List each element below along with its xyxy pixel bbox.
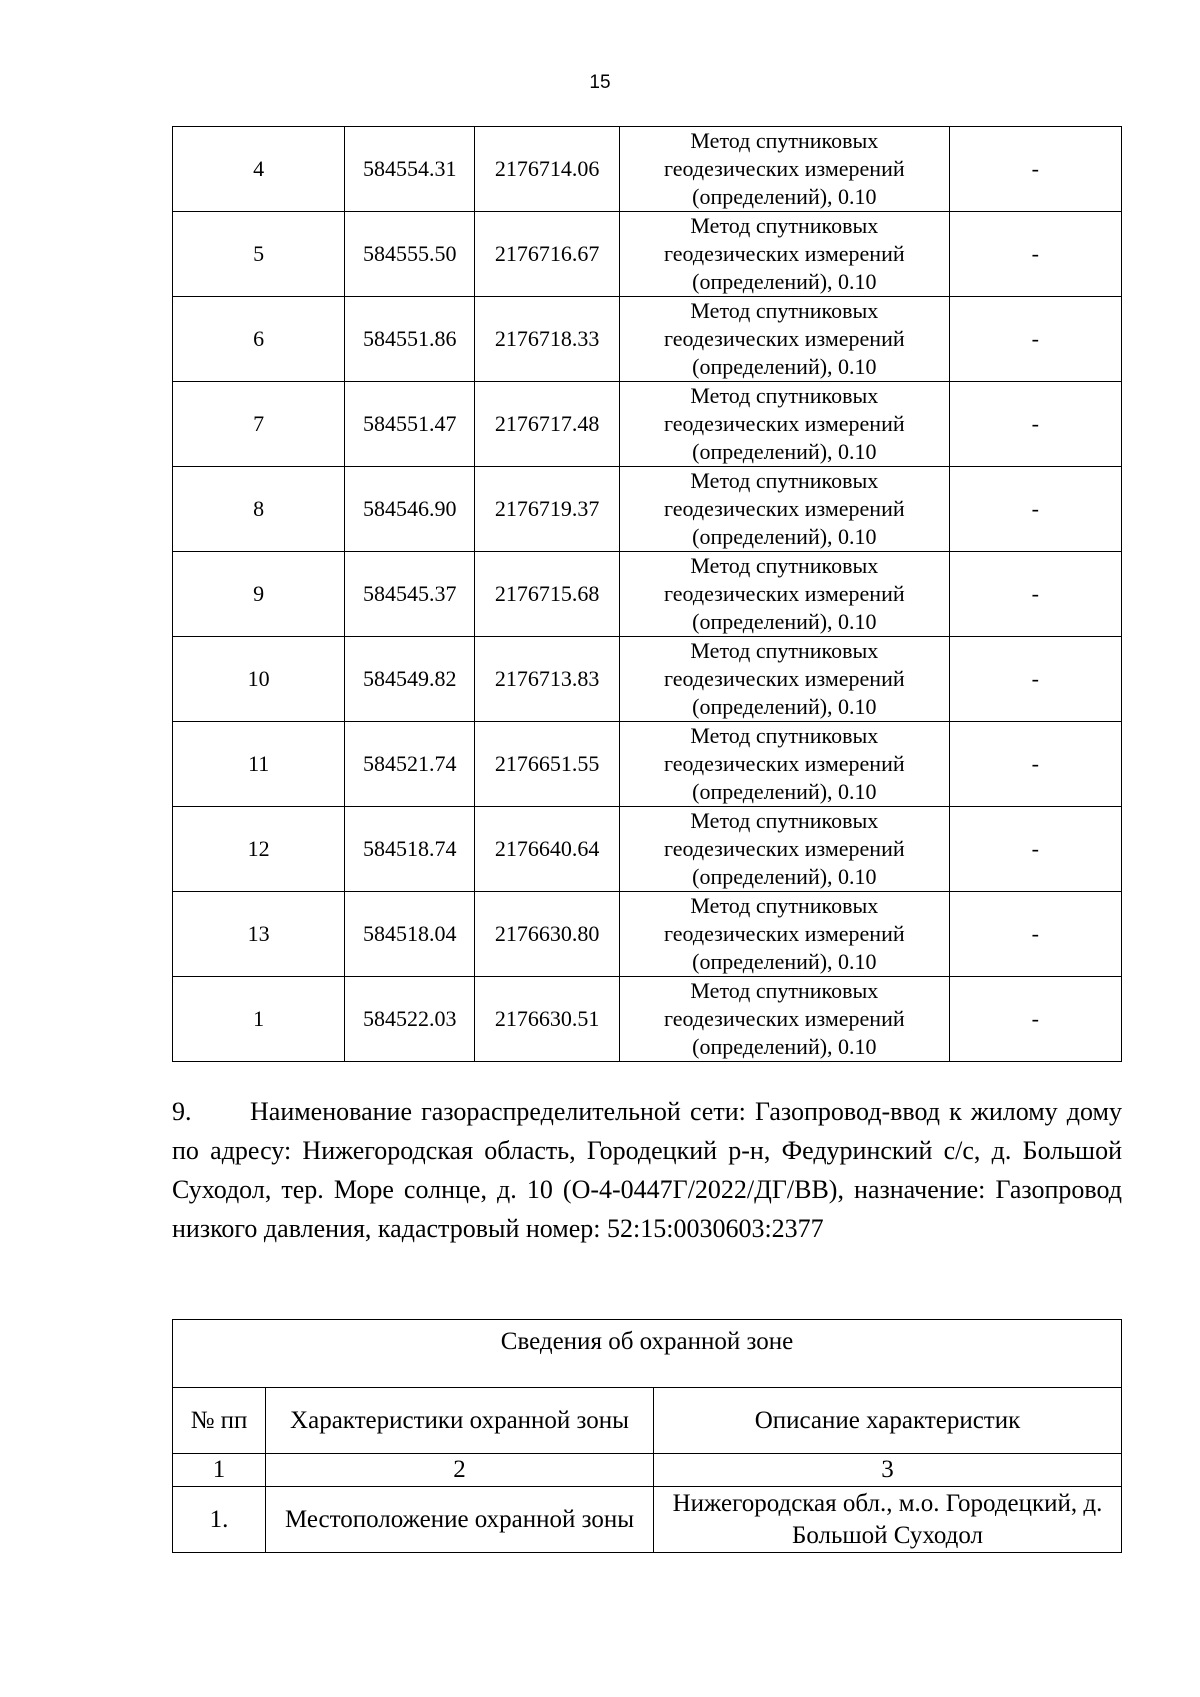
method-cell <box>620 552 950 637</box>
method-line: Метод спутниковых <box>690 213 879 238</box>
note-cell: - <box>949 637 1121 722</box>
table-row <box>173 637 1122 722</box>
point-number-cell: 12 <box>173 807 345 892</box>
x-coordinate-cell: 584549.82 <box>345 637 475 722</box>
method-cell <box>620 722 950 807</box>
note-cell: - <box>949 977 1121 1062</box>
zone-table-header-row <box>173 1388 1122 1454</box>
note-cell: - <box>949 212 1121 297</box>
x-coordinate-cell: 584551.86 <box>345 297 475 382</box>
header-number: № пп <box>173 1388 266 1454</box>
point-number-cell: 4 <box>173 127 345 212</box>
method-cell <box>620 127 950 212</box>
x-coordinate-cell: 584555.50 <box>345 212 475 297</box>
method-cell <box>620 382 950 467</box>
coordinates-table <box>172 126 1122 1062</box>
method-line: (определений), 0.10 <box>692 524 877 549</box>
point-number-cell: 9 <box>173 552 345 637</box>
method-line: Метод спутниковых <box>690 893 879 918</box>
method-line: геодезических измерений <box>664 1006 905 1031</box>
method-line: (определений), 0.10 <box>692 439 877 464</box>
point-number-cell: 11 <box>173 722 345 807</box>
table-row <box>173 977 1122 1062</box>
method-cell <box>620 637 950 722</box>
method-line: Метод спутниковых <box>690 808 879 833</box>
point-number-cell: 1 <box>173 977 345 1062</box>
method-line: геодезических измерений <box>664 751 905 776</box>
point-number-cell: 5 <box>173 212 345 297</box>
method-line: геодезических измерений <box>664 411 905 436</box>
section-9-paragraph <box>172 1092 1122 1248</box>
coordinates-table-body <box>173 127 1122 1062</box>
method-line: (определений), 0.10 <box>692 609 877 634</box>
method-line: Метод спутниковых <box>690 383 879 408</box>
table-row <box>173 382 1122 467</box>
method-line: (определений), 0.10 <box>692 184 877 209</box>
method-cell <box>620 892 950 977</box>
header-characteristic: Характеристики охранной зоны <box>266 1388 654 1454</box>
method-line: геодезических измерений <box>664 836 905 861</box>
section-text: Наименование газораспределительной сети: Газопровод-ввод к жилому дому по адресу: Нижегородская область, Городецкий р-н, Федуринский с/с, д. Большой Суходол, тер. Море солнце, д. 10 (О-4-0447Г/2022/ДГ/ВВ), назначение: Газопровод низкого давления, кадастровый номер: 52:15:0030603:2377 <box>172 1097 1122 1243</box>
y-coordinate-cell: 2176715.68 <box>475 552 620 637</box>
table-row <box>173 552 1122 637</box>
method-line: (определений), 0.10 <box>692 354 877 379</box>
note-cell: - <box>949 127 1121 212</box>
x-coordinate-cell: 584518.04 <box>345 892 475 977</box>
note-cell: - <box>949 552 1121 637</box>
method-line: (определений), 0.10 <box>692 269 877 294</box>
table-row <box>173 212 1122 297</box>
section-number: 9. <box>172 1097 192 1126</box>
method-cell <box>620 807 950 892</box>
method-cell <box>620 977 950 1062</box>
x-coordinate-cell: 584522.03 <box>345 977 475 1062</box>
x-coordinate-cell: 584554.31 <box>345 127 475 212</box>
y-coordinate-cell: 2176713.83 <box>475 637 620 722</box>
method-line: Метод спутниковых <box>690 978 879 1003</box>
y-coordinate-cell: 2176651.55 <box>475 722 620 807</box>
x-coordinate-cell: 584551.47 <box>345 382 475 467</box>
table-row <box>173 807 1122 892</box>
x-coordinate-cell: 584546.90 <box>345 467 475 552</box>
y-coordinate-cell: 2176640.64 <box>475 807 620 892</box>
method-cell <box>620 212 950 297</box>
y-coordinate-cell: 2176719.37 <box>475 467 620 552</box>
method-line: Метод спутниковых <box>690 128 879 153</box>
table-row <box>173 892 1122 977</box>
method-line: Метод спутниковых <box>690 468 879 493</box>
point-number-cell: 7 <box>173 382 345 467</box>
row-number: 1. <box>173 1487 266 1553</box>
table-row <box>173 127 1122 212</box>
x-coordinate-cell: 584545.37 <box>345 552 475 637</box>
zone-table-index-row <box>173 1454 1122 1487</box>
table-row <box>173 297 1122 382</box>
point-number-cell: 13 <box>173 892 345 977</box>
page-number: 15 <box>589 72 611 93</box>
y-coordinate-cell: 2176630.80 <box>475 892 620 977</box>
note-cell: - <box>949 807 1121 892</box>
zone-table-title: Сведения об охранной зоне <box>173 1320 1122 1388</box>
note-cell: - <box>949 467 1121 552</box>
method-line: (определений), 0.10 <box>692 1034 877 1059</box>
row-description: Нижегородская обл., м.о. Городецкий, д. Большой Суходол <box>654 1487 1122 1553</box>
point-number-cell: 8 <box>173 467 345 552</box>
x-coordinate-cell: 584518.74 <box>345 807 475 892</box>
note-cell: - <box>949 382 1121 467</box>
method-line: геодезических измерений <box>664 581 905 606</box>
protection-zone-table <box>172 1319 1122 1553</box>
zone-table-row <box>173 1487 1122 1553</box>
point-number-cell: 10 <box>173 637 345 722</box>
note-cell: - <box>949 722 1121 807</box>
method-cell <box>620 297 950 382</box>
index-cell: 3 <box>654 1454 1122 1487</box>
method-line: (определений), 0.10 <box>692 694 877 719</box>
method-line: геодезических измерений <box>664 666 905 691</box>
method-line: геодезических измерений <box>664 156 905 181</box>
note-cell: - <box>949 297 1121 382</box>
y-coordinate-cell: 2176716.67 <box>475 212 620 297</box>
x-coordinate-cell: 584521.74 <box>345 722 475 807</box>
method-line: геодезических измерений <box>664 496 905 521</box>
header-description: Описание характеристик <box>654 1388 1122 1454</box>
index-cell: 2 <box>266 1454 654 1487</box>
method-line: Метод спутниковых <box>690 298 879 323</box>
note-cell: - <box>949 892 1121 977</box>
y-coordinate-cell: 2176718.33 <box>475 297 620 382</box>
table-row <box>173 722 1122 807</box>
method-line: (определений), 0.10 <box>692 779 877 804</box>
method-line: (определений), 0.10 <box>692 864 877 889</box>
method-line: геодезических измерений <box>664 921 905 946</box>
method-line: Метод спутниковых <box>690 723 879 748</box>
y-coordinate-cell: 2176717.48 <box>475 382 620 467</box>
method-cell <box>620 467 950 552</box>
point-number-cell: 6 <box>173 297 345 382</box>
method-line: (определений), 0.10 <box>692 949 877 974</box>
y-coordinate-cell: 2176714.06 <box>475 127 620 212</box>
method-line: Метод спутниковых <box>690 638 879 663</box>
method-line: Метод спутниковых <box>690 553 879 578</box>
y-coordinate-cell: 2176630.51 <box>475 977 620 1062</box>
method-line: геодезических измерений <box>664 326 905 351</box>
method-line: геодезических измерений <box>664 241 905 266</box>
zone-table-title-row <box>173 1320 1122 1388</box>
index-cell: 1 <box>173 1454 266 1487</box>
row-characteristic: Местоположение охранной зоны <box>266 1487 654 1553</box>
table-row <box>173 467 1122 552</box>
